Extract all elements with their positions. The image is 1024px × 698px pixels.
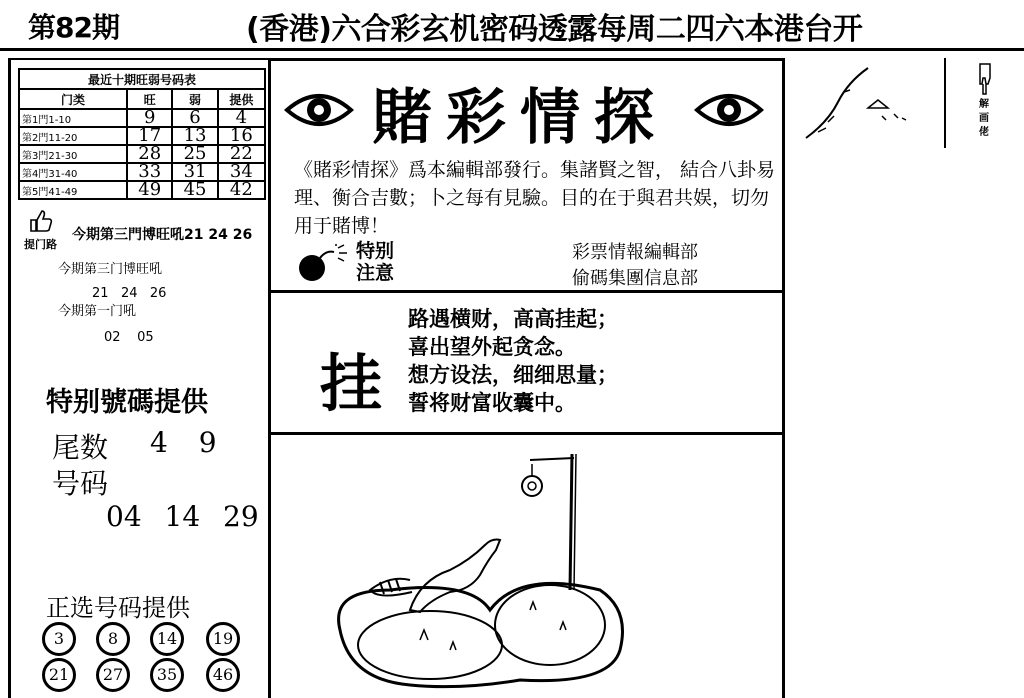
row-label: 第3門21-30 — [19, 145, 127, 163]
poem-line: 路遇横财，高高挂起； — [408, 307, 618, 331]
riddle-poem — [408, 305, 618, 417]
middle-top-border — [268, 58, 785, 61]
department-1: 彩票情報編輯部 — [572, 242, 698, 263]
tip-numbers-2: 02 05 — [104, 330, 154, 345]
row-provide: 4 — [218, 109, 265, 127]
pick-ball: 27 — [96, 658, 130, 692]
riddle-character: 挂 — [320, 347, 383, 420]
pick-ball: 14 — [150, 622, 184, 656]
left-column-divider — [268, 58, 271, 698]
eye-icon-left — [284, 88, 354, 132]
row-hot: 33 — [127, 163, 172, 181]
tip-line-1: 今期第三门博旺吼 — [58, 262, 163, 277]
row-cold: 13 — [172, 127, 217, 145]
tip-line-2: 今期第一门吼 — [58, 304, 137, 319]
table-row — [19, 181, 265, 199]
row-label: 第4門31-40 — [19, 163, 127, 181]
pick-ball: 35 — [150, 658, 184, 692]
tail-values: 4 9 — [150, 426, 217, 459]
thumbs-up-icon — [28, 208, 54, 234]
tip-label: 提门路 — [24, 238, 57, 251]
row-label: 第5門41-49 — [19, 181, 127, 199]
row-label: 第1門1-10 — [19, 109, 127, 127]
pick-ball: 8 — [96, 622, 130, 656]
notice-line-2: 注意 — [356, 262, 395, 284]
right-inner-divider — [944, 58, 946, 148]
table-header-category: 门类 — [19, 89, 127, 109]
pick-ball: 46 — [206, 658, 240, 692]
picks-title: 正选号码提供 — [46, 594, 190, 622]
pick-ball: 21 — [42, 658, 76, 692]
main-title: 賭彩情探 — [372, 83, 668, 153]
right-column-divider — [782, 58, 785, 698]
table-header-provide: 提供 — [218, 89, 265, 109]
notice-label — [356, 240, 394, 284]
pick-ball: 19 — [206, 622, 240, 656]
pick-ball: 3 — [42, 622, 76, 656]
table-header-hot: 旺 — [127, 89, 172, 109]
poem-line: 喜出望外起贪念。 — [408, 335, 576, 359]
row-label: 第2門11-20 — [19, 127, 127, 145]
issue-number: 第82期 — [28, 11, 119, 44]
intro-text: 《賭彩情探》爲本編輯部發行。集諸賢之智， 結合八卦易理、衡合吉數；卜之每有見驗。目的在于與君共娱，切勿用于賭博！ — [294, 159, 776, 237]
eye-icon-right — [694, 88, 764, 132]
row-provide: 34 — [218, 163, 265, 181]
raccoon-pond-illustration — [320, 440, 640, 690]
row-provide: 16 — [218, 127, 265, 145]
bomb-icon — [296, 244, 352, 284]
poem-line: 誓将财富收囊中。 — [408, 391, 576, 415]
left-border — [8, 58, 11, 698]
lizard-illustration — [798, 62, 916, 148]
row-hot: 49 — [127, 181, 172, 199]
headline: (香港)六合彩玄机密码透露每周二四六本港台开 — [246, 12, 863, 47]
middle-divider-1 — [268, 290, 785, 293]
row-hot: 28 — [127, 145, 172, 163]
table-header-cold: 弱 — [172, 89, 217, 109]
tail-label: 尾数 — [52, 431, 109, 464]
pointing-hand-icon — [974, 62, 996, 96]
table-title: 最近十期旺弱号码表 — [19, 69, 265, 89]
row-hot: 17 — [127, 127, 172, 145]
department-2: 偷碼集團信息部 — [572, 268, 698, 289]
row-provide: 42 — [218, 181, 265, 199]
row-cold: 45 — [172, 181, 217, 199]
code-values: 04 14 29 — [106, 500, 259, 533]
row-cold: 31 — [172, 163, 217, 181]
row-provide: 22 — [218, 145, 265, 163]
hint-label: 解画佬 — [979, 99, 989, 138]
poem-line: 想方设法，细细思量； — [408, 363, 618, 387]
row-hot: 9 — [127, 109, 172, 127]
notice-line-1: 特别 — [356, 240, 395, 262]
header-divider — [0, 48, 1024, 51]
middle-divider-2 — [268, 432, 785, 435]
code-label: 号码 — [52, 467, 109, 500]
special-numbers-title: 特别號碼提供 — [46, 387, 208, 418]
tip-numbers-1: 21 24 26 — [92, 286, 167, 301]
hot-cold-number-table — [18, 68, 266, 200]
left-top-border — [8, 58, 270, 60]
tip-main: 今期第三門博旺吼21 24 26 — [72, 227, 253, 243]
row-cold: 25 — [172, 145, 217, 163]
row-cold: 6 — [172, 109, 217, 127]
